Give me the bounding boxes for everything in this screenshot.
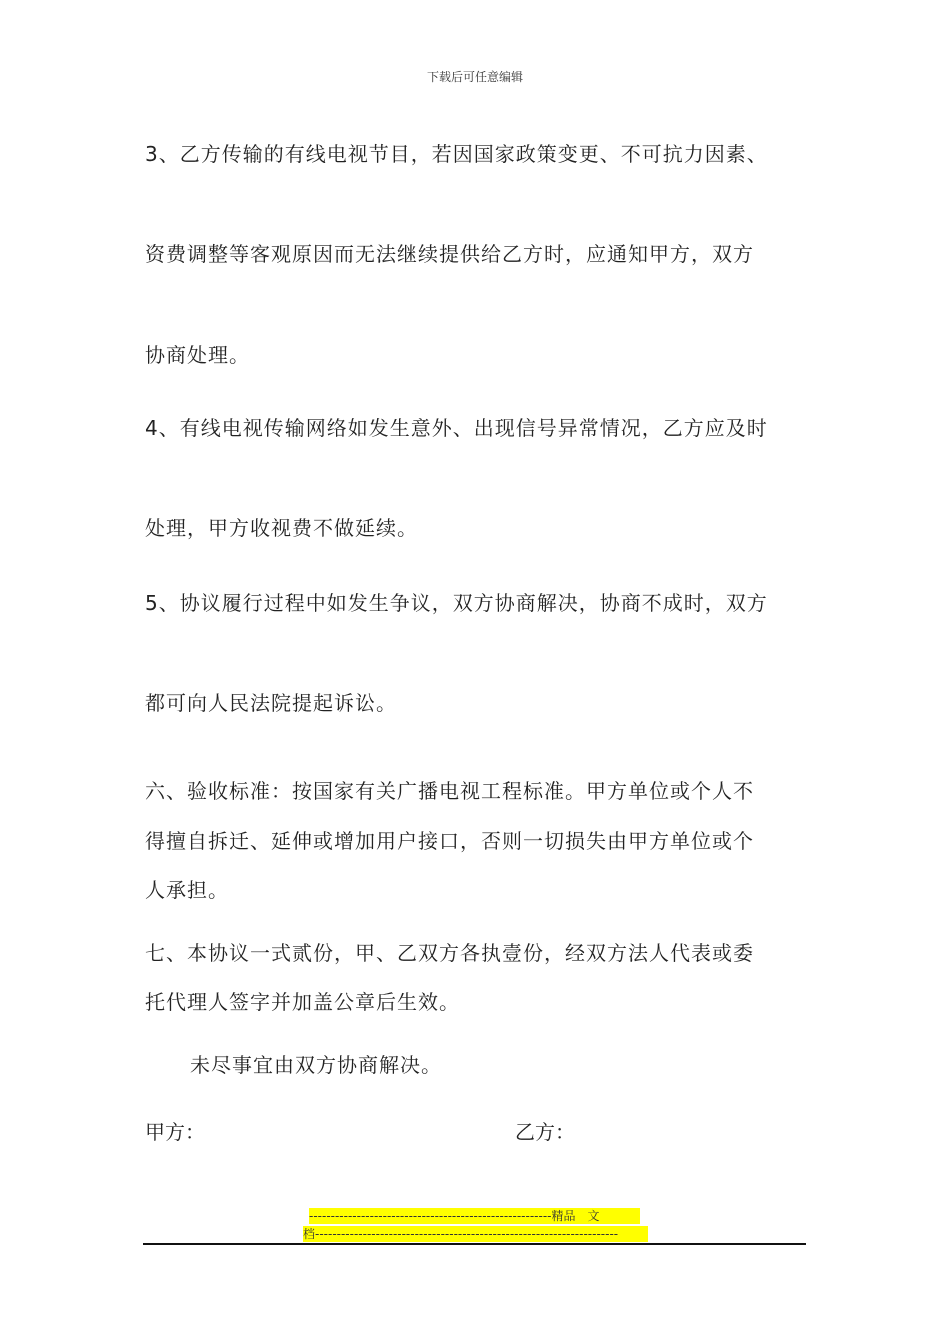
text-line: 七、本协议一式贰份，甲、乙双方各执壹份，经双方法人代表或委 [145, 941, 754, 965]
header-note: 下载后可任意编辑 [426, 70, 523, 84]
footer-divider [143, 1243, 806, 1245]
text-line: 人承担。 [145, 878, 229, 902]
text-line: 4、有线电视传输网络如发生意外、出现信号异常情况，乙方应及时 [145, 416, 768, 440]
text-line: 协商处理。 [145, 343, 250, 367]
text-line: 托代理人签字并加盖公章后生效。 [145, 990, 460, 1014]
text-line: 得擅自拆迁、延伸或增加用户接口，否则一切损失由甲方单位或个 [145, 829, 754, 853]
text-line: 都可向人民法院提起诉讼。 [145, 691, 397, 715]
footer-watermark-line1: --------------------------------------------------------精品 文 [309, 1208, 640, 1224]
party-b-signature-label: 乙方： [515, 1120, 575, 1144]
party-a-signature-label: 甲方： [145, 1120, 205, 1144]
footer-watermark-line2: 档---------------------------------------------------------------------- [303, 1226, 648, 1242]
text-line: 资费调整等客观原因而无法继续提供给乙方时，应通知甲方，双方 [145, 242, 754, 266]
text-line: 5、协议履行过程中如发生争议，双方协商解决，协商不成时，双方 [145, 591, 768, 615]
text-line: 3、乙方传输的有线电视节目，若因国家政策变更、不可抗力因素、 [145, 142, 768, 166]
text-line: 六、验收标准：按国家有关广播电视工程标准。甲方单位或个人不 [145, 779, 754, 803]
text-line: 处理，甲方收视费不做延续。 [145, 516, 418, 540]
text-line: 未尽事宜由双方协商解决。 [190, 1053, 442, 1077]
